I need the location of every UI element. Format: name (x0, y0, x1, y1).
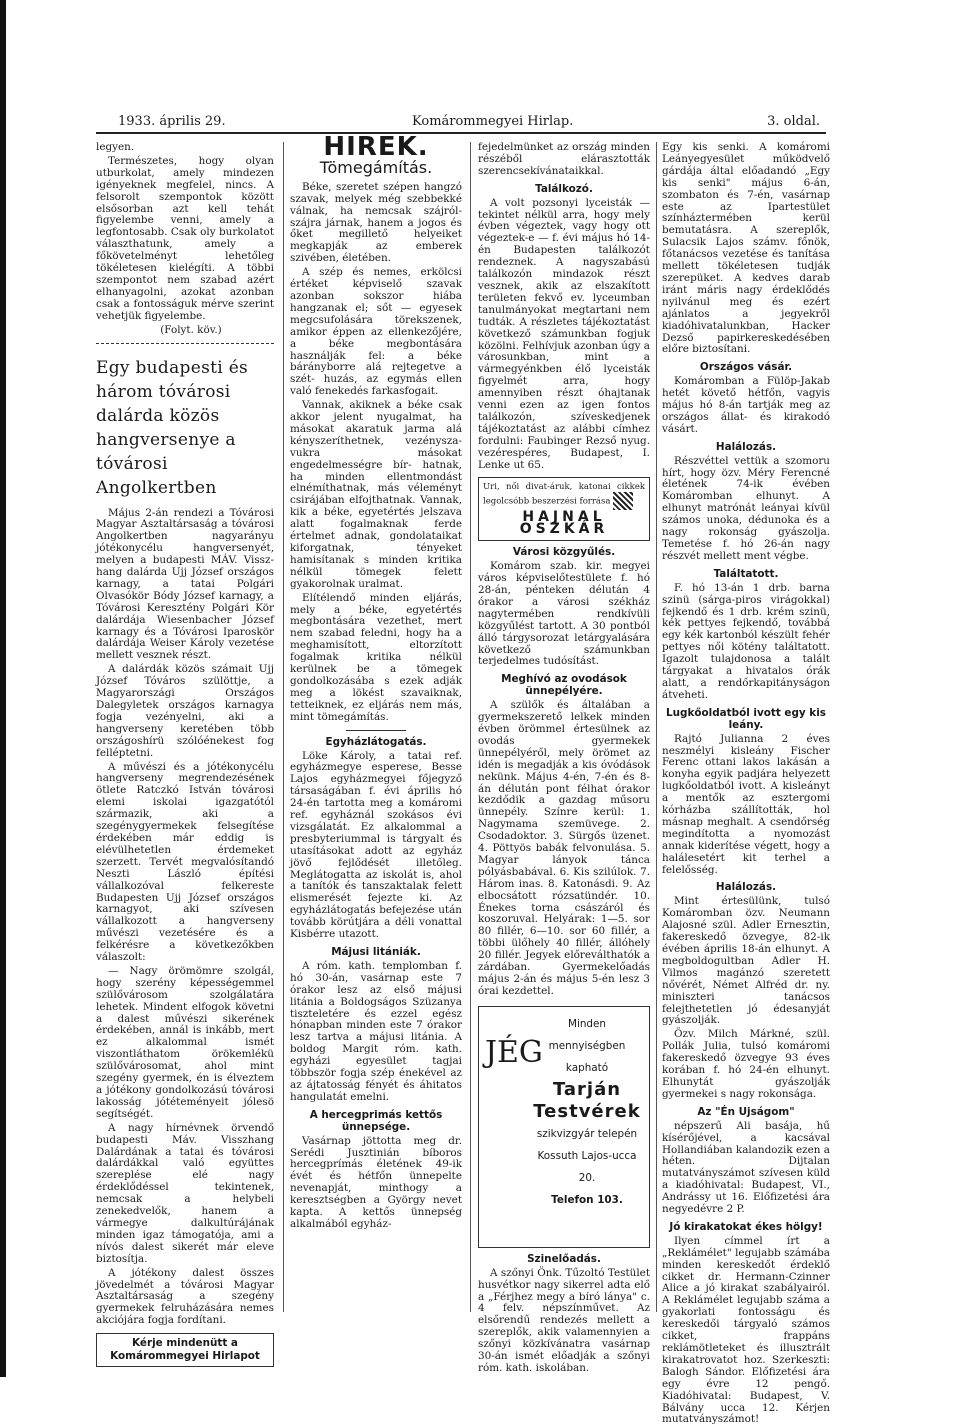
page-scan-edge (0, 0, 6, 1377)
ad-line: Minden (567, 1017, 606, 1030)
ad-line: mennyiségben (548, 1039, 626, 1052)
column-divider (283, 142, 284, 1312)
section-divider (96, 343, 274, 344)
paragraph: Természetes, hogy olyan utburkolat, amely mindezen igényeknek megfelel, nincs. A felsorolt szempontok között elsősorban azt kell tehát figyelembe venni, amely a legfontosabb. Csak oly burkolatot választhatunk, amely a főkövetelményt lehetőleg tökéletesen kielégíti. A többi szempontot nem szabad azért elhanyagolni, azokat azonban csak a fontosságuk mérve szerint vehetjük figyelembe. (96, 154, 274, 322)
article-headline: Találkozó. (535, 182, 593, 195)
ad-firm-name: Tarján Testvérek (533, 1078, 641, 1122)
issue-date: 1933. április 29. (118, 114, 226, 129)
article-headline: Találtatott. (713, 567, 779, 580)
paragraph: Május 2-án rendezi a Tóvárosi Magyar Asztaltársaság a tóvárosi Angolkertben nagyarányu jótékonycélu hangversenyét, melyen a budapesti MÁV. Vissz- hang dalárda Ujj József országos karnagy, a tatai Polgári Olvasókör Bódy József karnagy, a Tóvárosi Keresztény Polgári Kör dalárdája Wiesenbacher József karnagy és a Tóvárosi Iparoskör dalárdája Weiser Károly vezetése mellett vesznek részt. (96, 506, 274, 662)
ad-line: szikvizgyár telepén (536, 1127, 638, 1140)
article-headline: Halálozás. (715, 881, 777, 894)
paragraph: Elítélendő minden eljárás, mely a béke, egyetértés megbontására vezethet, mert nem szabad feledni, hogy ha a meghamisított, eltorzított fogalmak kritika nélkül kerülnek be a tömegek gondolkozásába s ezek adják meg a lökést szavaiknak, tetteiknek, ez eljárás nem más, mint tömegámítás. (290, 591, 462, 723)
column-2 (290, 132, 462, 1233)
article-headline: Májusi litániák. (331, 946, 421, 958)
article-headline: Egy budapesti és három tóvárosi dalárda közös hangversenye a tóvárosi Angolkertben (96, 357, 249, 498)
column-divider (470, 142, 471, 1312)
paragraph: Komáromban a Fülöp-Jakab hetét követő hétfőn, vagyis május hó 8-án tartják meg az országos állat- és kirakodó vásárt. (662, 375, 830, 435)
article-headline: Meghívó az ovodások ünnepélyére. (501, 673, 627, 698)
paragraph: Mint értesülünk, tulsó Komáromban özv. Neumann Alajosné szül. Adler Ernesztin, fakereskedő özvegye, 82-ik évében április 18-án elhunyt. A megboldogultban Adler H. Vilmos magánzó szeretett nővérét, Német Alfréd dr. ny. miniszteri tanácsos felejthetetlen jó édesanyját gyászolják. (662, 895, 830, 1027)
paragraph: népszerű Ali basája, hű kísérőjével, a kacsával Hollandiában kalandozik ezen a héten. Dijtalan mutatványszámot szívesen küld a kiadóhivatal: Budapest, VI., Andrássy ut 16. Előfizetési ára negyedévre 2 P. (662, 1119, 830, 1216)
article-headline: A hercegprimás kettős ünnepsége. (309, 1108, 443, 1133)
paragraph: Rajtó Julianna 2 éves neszmélyi kisleány Fischer Ferenc ottani lakos lakásán a konyha egyik padjára helyezett lugkőoldatból ivott. A kisleányt a mentők az esztergomi kórházba szállították, hol másnap meghalt. A csendőrség megindította a nyomozást annak kiderítése végett, hogy a halálesetért kit terhel a felelősség. (662, 732, 830, 876)
ad-text-line: Uri, női divat-áruk, katonai cikkek legolcsóbb beszerzési forrása (483, 482, 645, 507)
page-header (90, 112, 830, 138)
paragraph: A róm. kath. templomban f. hó 30-án, vasárnap este 7 órakor lesz az első májusi litánia a Boldogságos Szüzanya tiszteletére és ezzel egész hónapban minden este 7 órakor lesz tartva a májusi litánia. A boldog Margit róm. kath. egyházi egyesület tagjai többször fogja szép énekével az az ájtatosság fényét és áhitatos hangulatát emelni. (290, 959, 462, 1103)
subscription-ad: Kérje mindenütt a Komárommegyei Hirlapot (96, 1333, 274, 1367)
paragraph: A jótékony dalest összes jövedelmét a tóvárosi Magyar Asztaltársaság a szegény gyermekek felruházására nemes akciójára fogja fordítani. (96, 1266, 274, 1327)
paragraph: Béke, szeretet szépen hangzó szavak, melyek még szebbekké válnak, ha nemcsak szájról-szájra járnak, hanem a jogos és őket megillető helyeiket megkapják az emberek szivében, életében. (290, 180, 462, 265)
paragraph: Özv. Milch Márkné, szül. Pollák Julia, tulsó komáromi fakereskedő özvegye 93 éves korában f. hó 24-én elhunyt. Elhunytát gyászolják gyermekei s nagy rokonsága. (662, 1028, 830, 1100)
article-headline: Szinelőadás. (527, 1252, 601, 1265)
article-headline: Országos vásár. (699, 361, 793, 374)
ad-big-letters: JÉG (485, 1034, 543, 1070)
page-number: 3. oldal. (767, 114, 820, 129)
column-3 (478, 142, 650, 1377)
ad-firm-name: HAJNAL OSZKÁR (519, 509, 609, 538)
paragraph: F. hó 13-án 1 drb. barna szinü (sárga-piros virágokkal) fejkendő és 1 drb. krém szinü, kék pettyes fejkendő, továbbá egy kék kartonból készült fehér pettyes női kötény találtatott. Igazolt tulajdonosa a talált tárgyakat a hivatalos órák alatt, a rendőrkapitányságon átveheti. (662, 581, 830, 701)
paragraph: A művészi és a jótékonycélu hangverseny megrendezésének ötlete Ratczkó István tóvárosi elemi iskolai igazgatótól származik, aki a szegénygyermekek felsegítése érdekében már eddig is elévülhetetlen érdemeket szerzett. Tervét megvalósítandó Neszti László építési vállalkozóval felkereste Budapesten Ujj József országos karnagyot, aki szívesen vállalkozott a hangverseny művészi vezetésére és a felkérésre a következőkben válaszolt: (96, 760, 274, 964)
ad-text (483, 482, 645, 510)
paragraph: legyen. (96, 141, 135, 153)
paragraph: Komárom szab. kir. megyei város képviselőtestülete f. hó 28-án, pénteken délután 4 órakor a városi székház nagytermében rendkívüli közgyűlést tartott. A 30 pontból álló tárgysorozat letárgyalására következő számunkban terjedelmes tudósítást. (478, 560, 650, 668)
paragraph: Részvéttel vettük a szomoru hírt, hogy özv. Méry Ferencné életének 74-ik évében Komáromban elhunyt. A elhunyt matrónát leányai kívül számos unoka, dédunoka és a nagy rokonság gyászolja. Temetése f. hó 26-án nagy részvét mellett ment végbe. (662, 454, 830, 562)
column-1 (96, 142, 274, 1367)
paragraph: A nagy hírnévnek örvendő budapesti Máv. Visszhang Dalárdának a tatai és tóvárosi dalárdákkal való együttes szereplése elé nagy érdeklődéssel tekintenek, nemcsak a helybeli zenekedvelők, hanem a vármegye dalkultúrájának minden igaz támogatója, ami a nívós dalest sikerét már eleve biztosítja. (96, 1121, 274, 1265)
article-headline: Egyházlátogatás. (325, 735, 427, 748)
paragraph: — Nagy örömömre szolgál, hogy szerény képességemmel szülővárosom szolgálatára lehetek. Mindent elfogok követni a dalest művészi sikerének érdekében, annál is inkább, mert ez alkalommal ismét viszontláthatom örökemlékü szülővárosomat, ahol mint szegény gyermek, én is élveztem a jótékony gondolkozású tóvárosi lakosság jótéteményeit jólesö segítségét. (96, 964, 274, 1120)
advertisement-jeg (478, 1006, 650, 1248)
ad-line: Telefon 103. (551, 1193, 623, 1206)
paragraph: Ilyen címmel írt a „Reklámélet" legujabb számába minden kereskedőt érdeklő cikket dr. Hermann-Czinner Alice a jó kirakat szabályairól. A Reklámélet legujabb száma a gyakorlati fontosságu és kereskedői tárgyaló számos cikket, frappáns reklámötleteket és illusztrált kirakatrovatot hoz. Szerkeszti: Balogh Sándor. Előfizetési ára egy évre 12 pengő. Kiadóhivatal: Budapest, V. Bálvány ucca 12. Kérjen mutatványszámot! (662, 1234, 830, 1426)
newspaper-title: Komárommegyei Hirlap. (412, 114, 574, 129)
article-headline: Városi közgyűlés. (512, 546, 616, 559)
ad-line: kapható (565, 1061, 609, 1074)
article-headline: Halálozás. (715, 440, 777, 453)
column-4 (662, 142, 830, 1428)
paragraph: Egy kis senki. A komáromi Leányegyesület működvelő gárdája által előadandó „Egy kis senki" május 6-án, szombaton és 7-én, vasárnap este az Ipartestület színháztermében kerül bemutatásra. A szereplők, Sulacsik Lajos számv. főnök, főtanácsos vezetése és tanítása mellett tökéletesen tudják szerepüket. A kedves darab iránt máris nagy érdeklődés nyilvánul meg és ezért ajánlatos a jegyekről kiadóhivatalunkban, Hacker Dezső papirkereskedésében előre biztosítani. (662, 141, 830, 356)
paragraph: A szőnyi Önk. Tűzoltó Testület husvétkor nagy sikerrel adta elő a „Férjhez megy a bíró lánya" c. 4 felv. népszínművet. Az elsőrendű rendezés mellett a szereplők, akik valamennyien a szőnyi közkívánatra vasárnap 30-án ismét előadják a szőnyi róm. kath. iskolában. (478, 1266, 650, 1374)
ad-text (529, 1013, 645, 1211)
paragraph: A szép és nemes, erkölcsi értéket képviselő szavak azonban sokszor hiába hangzanak el; sőt — egyesek megcsufolására törekszenek, amikor éppen az ellenkezőjére, a béke megbontására használják fel: a béke bárányborre alá rejtegetve a szét- huzás, az egymás ellen való fenekedés farkasfogait. (290, 266, 462, 398)
logo-icon (613, 492, 633, 510)
article-headline: Lugkőoldatból ivott egy kis leány. (666, 706, 826, 731)
article-headline: Jó kirakatokat ékes hölgy! (669, 1220, 823, 1233)
header-rule (96, 132, 826, 134)
paragraph: fejedelmünket az ország minden részéből elárasztották szerencsekívánataikkal. (478, 141, 650, 177)
article-headline: Tömegámítás. (319, 157, 433, 177)
paragraph: Löke Károly, a tatai ref. egyházmegye esperese, Besse Lajos egyházmegyei főjegyző társaságában f. évi április hó 24-én tartotta meg a komáromi ref. egyháznál szokásos évi vizsgálatát. Ez alkalommal a presbyteriummal is tárgyalt és utasításokat adott az egyház jövő fejlődését illetőleg. Meglátogatta az iskolát is, ahol a tanítók és tanszaktalak felett elismerését fejezte ki. Az egyházlátogatás befejezése után tovább körútjára a déli vonattal Kisbérre utazott. (290, 749, 462, 941)
paragraph: Vasárnap jöttotta meg dr. Serédi Jusztinián bíboros hercegprímás életének 49-ik évét és hétfőn ünnepelte nevenapját, minthogy a keresztségben a György nevet kapta. A kettős ünnepség alkalmából egyház- (290, 1134, 462, 1230)
section-divider (346, 730, 406, 731)
section-title-hirek: HIREK. (323, 132, 429, 162)
paragraph: Vannak, akiknek a béke csak akkor jelent nyugalmat, ha másokat akaratuk jarma alá kényszeríthetnek, vezénysza- vukra másokat engedelmességre bír- hatnak, ha minden ellentmondást elnémíthatnak, más véleményt csirájában elfojthatnak. Vannak, kik a béke, egyetértés jelszava alatt fogalmaknak ferde értelmet adnak, gondolataikat kiforgatnak, tényeket hamisítanak s minden kritika nélkül tömegek felett gyakorolnak uralmat. (290, 399, 462, 590)
ad-line: Kossuth Lajos-ucca 20. (537, 1149, 637, 1184)
column-divider (656, 142, 657, 1312)
continued-note: (Folyt. köv.) (160, 323, 222, 336)
paragraph: A volt pozsonyi lyceisták — tekintet nélkül arra, hogy mely évben végeztek, vagy hogy ott végeztek-e — f. évi május hó 14-én Budapesten találkozót rendeznek. A nagyszabású találkozón mindazok részt vesznek, akik az elszakított területen fekvő ev. lyceumban tanulmányokat megtartani nem tudták. A részletes tájékoztatást következő számunkban fogjuk közölni. Felhívjuk azonban úgy a városunkban, mint a vármegyénkben élő lyceisták figyelmét arra, hogy amennyiben részt óhajtanak venni ezen az igen fontos találkozón, szíveskedjenek tájékoztatást az alábbi címhez fordulni: Faubinger Rezső nyug. vezérespéres, Budapest, I. Lenke ut 65. (478, 196, 650, 471)
article-headline: Az "Én Ujságom" (697, 1105, 795, 1118)
advertisement-hajnal (478, 477, 650, 541)
paragraph: A dalárdák közös számait Ujj József Tóváros szülöttje, a Magyarországi Országos Dalegyletek országos karnagya fogja vezényelni, aki a hangverseny keretében több országoshírü szólóénekest fog felléptetni. (96, 663, 274, 759)
paragraph: A szülők és általában a gyermekszerető lelkek minden évben örömmel értesülnek az ovodás gyermekek ünnepélyéről, mely örömet az idén is megadják a kis óvódások nekünk. Május 4-én, 7-én és 8-án délután pont félhat órakor kezdődik a gazdag műsoru ünnepély. Színre kerül: 1. Nagymama szemüvege. 2. Csodadoktor. 3. Sürgős üzenet. 4. Pöttyös babák felvonulása. 5. Magyar lányok tánca pólyásbabával. 6. Kis szilúlok. 7. Három inas. 8. Katonásdi. 9. Az elbocsátott rózsatündér. 10. Énekes torna császáról és koszoruval. Helyárak: 1—5. sor 80 fillér, 6—10. sor 60 fillér, a többi ülőhely 40 fillér, állóhely 20 fillér. Jegyek előreválthatók a zárdában. Gyermekelőadás május 2-án és május 5-én lesz 3 órai kezdettel. (478, 699, 650, 997)
